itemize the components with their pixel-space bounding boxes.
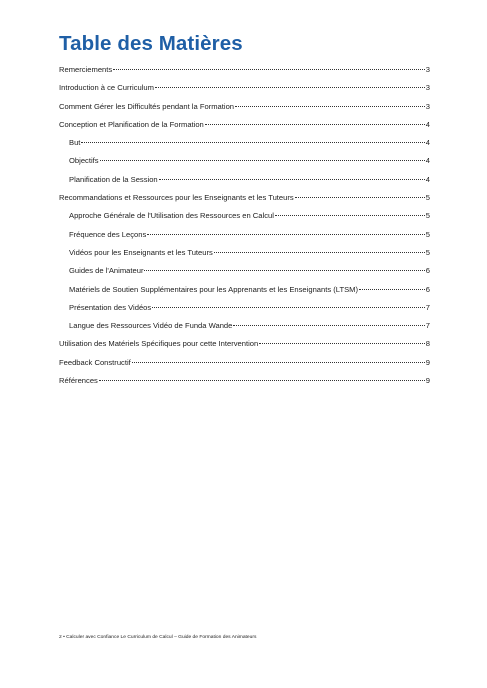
toc-entry-page: 7 (425, 302, 430, 312)
toc-entry[interactable] (59, 358, 430, 376)
toc-entry-label: Objectifs (69, 156, 99, 166)
toc-subentry[interactable] (59, 175, 430, 193)
toc-leader-dots (144, 270, 424, 271)
toc-entry[interactable] (59, 376, 430, 394)
toc-entry-page: 3 (425, 83, 430, 93)
toc-entry-page: 6 (425, 284, 430, 294)
toc-entry-label: Approche Générale de l'Utilisation des Ressources en Calcul (69, 211, 274, 221)
toc-entry-label: Planification de la Session (69, 174, 158, 184)
toc-entry-label: Introduction à ce Curriculum (59, 83, 154, 93)
toc-entry-label: But (69, 138, 81, 148)
toc-entry-label: Recommandations et Ressources pour les Enseignants et les Tuteurs (59, 193, 294, 203)
toc-entry-page: 7 (425, 321, 430, 331)
toc-leader-dots (132, 362, 425, 363)
toc-entry-page: 8 (425, 339, 430, 349)
toc-entry-label: Guides de l'Animateur (69, 266, 144, 276)
toc-entry-page: 6 (425, 266, 430, 276)
toc-entry-label: Vidéos pour les Enseignants et les Tuteurs (69, 247, 213, 257)
toc-entry[interactable] (59, 339, 430, 357)
toc-entry[interactable] (59, 65, 430, 83)
toc-entry[interactable] (59, 102, 430, 120)
toc-leader-dots (275, 215, 425, 216)
toc-leader-dots (233, 325, 424, 326)
toc-subentry[interactable] (59, 266, 430, 284)
page-footer: 2 • Calculer avec Confiance Le Curriculum de Calcul – Guide de Formation des Animateurs (59, 635, 257, 640)
toc-entry-page: 3 (425, 65, 430, 74)
toc-entry-page: 4 (425, 156, 430, 166)
toc-entry-label: Feedback Constructif (59, 357, 131, 367)
toc-leader-dots (159, 179, 425, 180)
toc-entry-label: Langue des Ressources Vidéo de Funda Wande (69, 321, 233, 331)
toc-subentry[interactable] (59, 303, 430, 321)
toc-entry-label: Utilisation des Matériels Spécifiques pour cette Intervention (59, 339, 259, 349)
toc-leader-dots (99, 380, 425, 381)
toc-entry-label: Fréquence des Leçons (69, 229, 147, 239)
toc-subentry[interactable] (59, 138, 430, 156)
toc-entry-page: 4 (425, 138, 430, 148)
toc-subentry[interactable] (59, 156, 430, 174)
toc-leader-dots (295, 197, 425, 198)
toc-entry-page: 9 (425, 376, 430, 386)
toc-entry-label: Conception et Planification de la Formation (59, 119, 204, 129)
toc-subentry[interactable] (59, 248, 430, 266)
toc-leader-dots (214, 252, 425, 253)
toc-entry-label: Matériels de Soutien Supplémentaires pour les Apprenants et les Enseignants (LTSM) (69, 284, 358, 294)
toc-entry-page: 5 (425, 229, 430, 239)
toc-leader-dots (359, 289, 425, 290)
toc-entry-page: 4 (425, 119, 430, 129)
toc-entry-label: Remerciements (59, 65, 113, 74)
toc-entry-page: 9 (425, 357, 430, 367)
toc-subentry[interactable] (59, 285, 430, 303)
toc-entry-label: Présentation des Vidéos (69, 302, 152, 312)
toc-entry-label: Comment Gérer les Difficultés pendant la Formation (59, 101, 235, 111)
toc-leader-dots (152, 307, 425, 308)
toc-entry[interactable] (59, 83, 430, 101)
toc-entry-label: Références (59, 376, 98, 386)
table-of-contents (59, 65, 430, 394)
toc-leader-dots (259, 343, 425, 344)
toc-leader-dots (147, 234, 425, 235)
toc-leader-dots (81, 142, 424, 143)
toc-entry-page: 5 (425, 247, 430, 257)
toc-subentry[interactable] (59, 321, 430, 339)
toc-leader-dots (205, 124, 425, 125)
toc-entry-page: 5 (425, 193, 430, 203)
toc-leader-dots (100, 160, 425, 161)
toc-entry-page: 5 (425, 211, 430, 221)
toc-entry[interactable] (59, 120, 430, 138)
toc-leader-dots (113, 69, 425, 70)
toc-entry-page: 3 (425, 101, 430, 111)
toc-subentry[interactable] (59, 230, 430, 248)
page-title: Table des Matières (59, 32, 243, 55)
toc-subentry[interactable] (59, 211, 430, 229)
toc-leader-dots (235, 106, 425, 107)
toc-leader-dots (155, 87, 425, 88)
toc-entry-page: 4 (425, 174, 430, 184)
toc-entry[interactable] (59, 193, 430, 211)
